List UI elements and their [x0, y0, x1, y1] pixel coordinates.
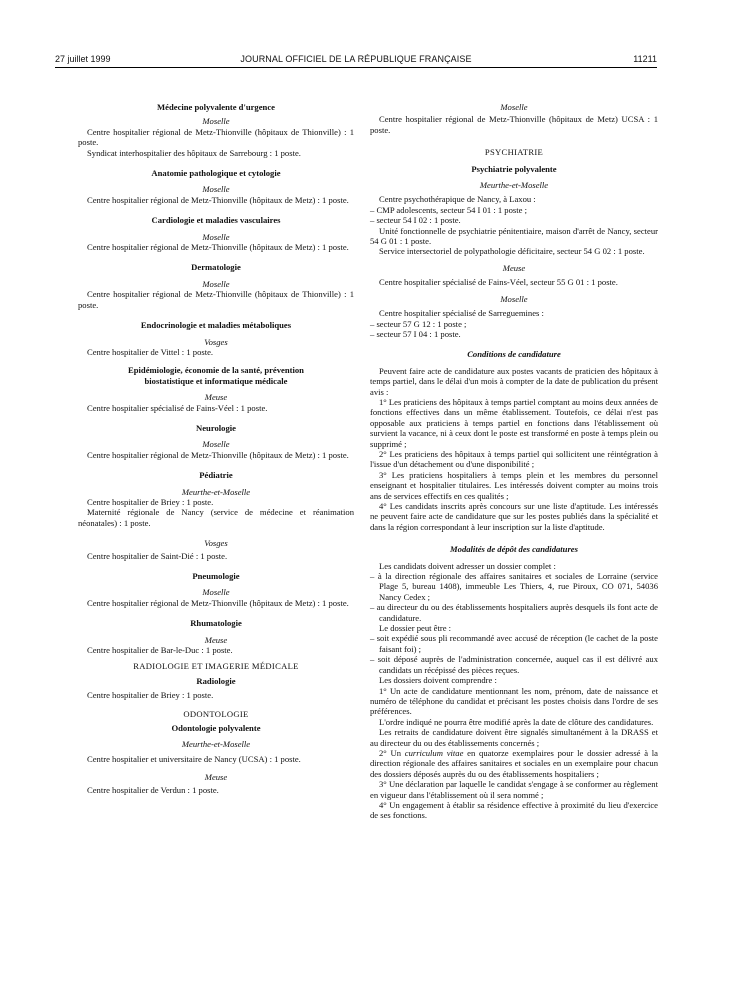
post-entry: Centre hospitalier de Briey : 1 poste.: [87, 496, 214, 507]
text-run: en quatorze exemplaires pour le dossier adressé à la direction régionale des affaires sanitaires et sociales en un exemplaire pour chacun des dossiers déposés auprès du ou des établissements hospitaliers ;: [370, 747, 658, 779]
section-heading: Radiologie: [196, 675, 236, 686]
list-item: – secteur 54 I 02 : 1 poste.: [370, 215, 461, 226]
list-item: – soit expédié sous pli recommandé avec accusé de réception (le cachet de la poste faisant foi) ;: [370, 633, 658, 654]
department-label: Vosges: [204, 336, 228, 347]
section-heading: Epidémiologie, économie de la santé, prévention: [128, 365, 304, 376]
section-heading: Psychiatrie polyvalente: [471, 163, 557, 174]
paragraph: [370, 748, 658, 779]
post-entry: Centre hospitalier régional de Metz-Thionville (hôpitaux de Thionville) : 1 poste.: [78, 126, 354, 148]
post-entry: Unité fonctionnelle de psychiatrie pénitentiaire, maison d'arrêt de Nancy, secteur 54 G 01 : 1 poste.: [370, 225, 658, 247]
department-label: Moselle: [202, 231, 230, 242]
section-heading: Cardiologie et maladies vasculaires: [151, 215, 281, 226]
post-entry: Centre hospitalier régional de Metz-Thionville (hôpitaux de Thionville) : 1 poste.: [78, 289, 354, 310]
paragraph: Les dossiers doivent comprendre :: [379, 675, 497, 686]
post-entry: Centre hospitalier spécialisé de Fains-Véel, secteur 55 G 01 : 1 poste.: [379, 277, 618, 288]
paragraph: 3° Les praticiens hospitaliers à temps plein et les membres du personnel enseignant et hospitalier titulaires. Les intéressés doivent compter au moins trois ans de services effectifs en ces qualités ;: [370, 469, 658, 501]
paragraph: 2° Les praticiens des hôpitaux à temps partiel qui sollicitent une réintégration à l'issue d'un détachement ou d'une disponibilité ;: [370, 448, 658, 470]
post-entry: Centre hospitalier régional de Metz-Thionville (hôpitaux de Metz) : 1 poste.: [87, 597, 349, 608]
post-entry: Centre hospitalier régional de Metz-Thionville (hôpitaux de Metz) : 1 poste.: [87, 194, 349, 205]
department-label: Meurthe-et-Moselle: [479, 180, 549, 191]
address-list: [370, 571, 658, 623]
post-entry: Centre hospitalier spécialisé de Sarreguemines :: [379, 308, 544, 319]
department-label: Moselle: [500, 293, 528, 304]
post-entry: Centre hospitalier de Vittel : 1 poste.: [87, 346, 214, 357]
submission-list: [370, 633, 658, 675]
department-label: Meuse: [204, 634, 228, 645]
list-item: – secteur 57 I 04 : 1 poste.: [370, 328, 461, 339]
sector-list: [370, 319, 658, 340]
post-entry: Centre hospitalier spécialisé de Fains-Véel : 1 poste.: [87, 402, 268, 413]
paragraph: 4° Un engagement à établir sa résidence effective à proximité du lieu d'exercice de ses fonctions.: [370, 799, 658, 821]
post-entry: Centre hospitalier régional de Metz-Thionville (hôpitaux de Metz) : 1 poste.: [87, 242, 349, 253]
section-heading: biostatistique et informatique médicale: [144, 375, 288, 386]
paragraph: 1° Les praticiens des hôpitaux à temps partiel comptant au moins deux années de fonctions effectives dans un même établissement. Toutefois, ce délai n'est pas opposable aux praticiens à temps partiel en fonctions dans l'établissement où survient la vacance, ni à ceux dont le poste est transformé en poste à temps plein ou supprimé ;: [370, 396, 658, 449]
left-column: [78, 102, 354, 795]
paragraph: L'ordre indiqué ne pourra être modifié après la date de clôture des candidatures.: [379, 716, 654, 727]
list-item: – au directeur du ou des établissements hospitaliers auprès desquels ils font acte de candidature.: [370, 602, 658, 623]
department-label: Meuse: [204, 772, 228, 783]
section-heading: Conditions de candidature: [467, 349, 561, 360]
section-heading: Rhumatologie: [190, 618, 242, 629]
post-entry: Centre psychothérapique de Nancy, à Laxou :: [379, 194, 536, 205]
department-label: Moselle: [202, 587, 230, 598]
sector-list: [370, 205, 658, 226]
department-label: Meurthe-et-Moselle: [181, 739, 251, 750]
paragraph: 4° Les candidats inscrits après concours sur une liste d'aptitude. Les intéressés ne peuvent faire acte de candidature que sur les postes publiés dans la spécialité et dans la région correspondant à leur inscription sur la liste d'aptitude.: [370, 501, 658, 532]
list-item: – secteur 57 G 12 : 1 poste ;: [370, 318, 467, 329]
section-heading: Dermatologie: [191, 262, 241, 273]
specialty-category: PSYCHIATRIE: [484, 147, 544, 158]
page-header: [55, 54, 657, 68]
specialty-category: ODONTOLOGIE: [183, 708, 249, 719]
section-heading: Médecine polyvalente d'urgence: [157, 102, 275, 112]
section-heading: Odontologie polyvalente: [171, 723, 261, 734]
department-label: Moselle: [202, 439, 230, 450]
list-item: – à la direction régionale des affaires sanitaires et sociales de Lorraine (service Plage 5, bureau 1408), immeuble Les Thiers, 4, rue Piroux, CO 071, 54036 Nancy Cedex ;: [370, 571, 658, 602]
department-label: Meurthe-et-Moselle: [181, 486, 251, 497]
post-entry: Maternité régionale de Nancy (service de médecine et réanimation néonatales) : 1 poste.: [78, 507, 354, 528]
list-item: – CMP adolescents, secteur 54 I 01 : 1 poste ;: [370, 204, 527, 215]
section-heading: Anatomie pathologique et cytologie: [151, 168, 281, 179]
post-entry: Centre hospitalier régional de Metz-Thionville (hôpitaux de Metz) UCSA : 1 poste.: [370, 114, 658, 135]
paragraph: Les retraits de candidature doivent être signalés simultanément à la DRASS et au directeur du ou des établissements concernés ;: [370, 727, 658, 748]
department-label: Meuse: [204, 392, 228, 403]
post-entry: Centre hospitalier de Briey : 1 poste.: [87, 690, 214, 701]
journal-title: JOURNAL OFFICIEL DE LA RÉPUBLIQUE FRANÇAISE: [240, 54, 472, 64]
department-label: Moselle: [500, 102, 528, 112]
text-run: 2° Un: [379, 747, 405, 758]
section-heading: Endocrinologie et maladies métaboliques: [140, 320, 292, 331]
emphasis-text: curriculum vitae: [404, 747, 464, 758]
section-heading: Pneumologie: [192, 571, 240, 581]
section-heading: Modalités de dépôt des candidatures: [450, 544, 578, 555]
paragraph: Le dossier peut être :: [379, 623, 452, 634]
department-label: Moselle: [202, 116, 230, 127]
department-label: Moselle: [202, 278, 230, 289]
department-label: Vosges: [204, 538, 228, 549]
section-heading: Neurologie: [196, 422, 236, 433]
list-item: – soit déposé auprès de l'administration concernée, auquel cas il est délivré aux candidats un récépissé des pièces reçues.: [370, 654, 658, 675]
post-entry: Centre hospitalier régional de Metz-Thionville (hôpitaux de Metz) : 1 poste.: [87, 449, 349, 460]
department-label: Moselle: [202, 184, 230, 195]
paragraph: 1° Un acte de candidature mentionnant les nom, prénom, date de naissance et numéro de téléphone du candidat et précisant les postes choisis dans l'ordre de ses préférences.: [370, 685, 658, 717]
department-label: Meuse: [502, 262, 526, 273]
paragraph: Les candidats doivent adresser un dossier complet :: [379, 560, 556, 571]
page-number: 11211: [633, 54, 657, 64]
paragraph: 3° Une déclaration par laquelle le candidat s'engage à se conformer au règlement en vigueur dans l'établissement où il sera nommé ;: [370, 779, 658, 800]
paragraph: Peuvent faire acte de candidature aux postes vacants de praticien des hôpitaux à temps partiel, dans le délai d'un mois à compter de la date de publication du présent avis :: [370, 365, 658, 397]
post-entry: Syndicat interhospitalier des hôpitaux de Sarrebourg : 1 poste.: [87, 147, 301, 158]
header-rule: [55, 67, 657, 68]
section-heading: Pédiatrie: [199, 470, 233, 481]
header-date: 27 juillet 1999: [55, 54, 111, 64]
right-column: [370, 102, 658, 821]
post-entry: Centre hospitalier de Verdun : 1 poste.: [87, 784, 219, 795]
post-entry: Service intersectoriel de polypathologie déficitaire, secteur 54 G 02 : 1 poste.: [379, 246, 645, 257]
specialty-category: RADIOLOGIE ET IMAGERIE MÉDICALE: [133, 661, 299, 672]
post-entry: Centre hospitalier de Bar-le-Duc : 1 poste.: [87, 645, 233, 656]
post-entry: Centre hospitalier de Saint-Dié : 1 poste.: [87, 550, 228, 561]
post-entry: Centre hospitalier et universitaire de Nancy (UCSA) : 1 poste.: [87, 753, 301, 764]
